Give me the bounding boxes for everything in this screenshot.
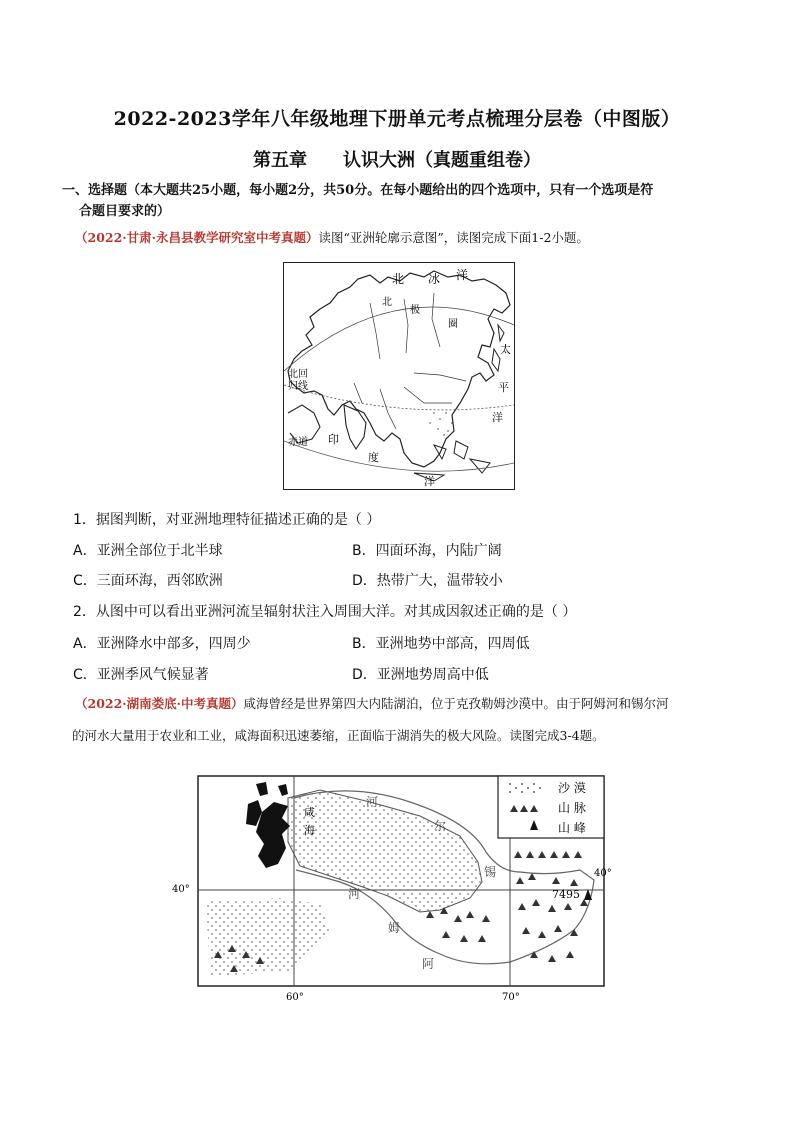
label-lon-70: 70° <box>502 992 520 1002</box>
asia-map-svg <box>284 263 514 489</box>
label-ice: 冰 <box>428 272 441 286</box>
legend-desert: 沙 漠 <box>558 781 586 795</box>
question-1-option-a: A．亚洲全部位于北半球 <box>73 543 223 559</box>
asia-outline-map <box>283 262 515 490</box>
question-2-option-c: C．亚洲季风气候显著 <box>73 667 209 683</box>
question-1-stem: 1．据图判断，对亚洲地理特征描述正确的是（ ） <box>73 512 381 528</box>
legend-peak: 山 峰 <box>558 821 586 835</box>
section-line-2: 合题目要求的） <box>79 204 171 219</box>
chapter-number: 第五章 <box>253 150 307 171</box>
label-ocean-pacific: 洋 <box>492 411 503 424</box>
section-instructions <box>62 180 742 222</box>
aral-sea-map <box>170 772 616 1002</box>
label-xi: 锡 <box>484 865 497 879</box>
label-he-1: 河 <box>366 795 379 809</box>
label-arctic-circle: 北 <box>382 297 392 308</box>
peak-elevation: 7495 <box>552 888 580 901</box>
label-equator: 赤道 <box>288 437 308 448</box>
section-line-1: 一、选择题（本大题共25小题，每小题2分，共50分。在每小题给出的四个选项中，只有一个选项是符 <box>62 183 654 198</box>
group1-intro <box>75 228 755 248</box>
label-yin: 印 <box>328 433 339 446</box>
label-hai: 海 <box>304 824 315 837</box>
question-2-stem: 2．从图中可以看出亚洲河流呈辐射状注入周围大洋。对其成因叙述正确的是（ ） <box>73 604 577 620</box>
label-ji: 极 <box>410 305 420 316</box>
label-ocean-indian: 洋 <box>424 475 435 488</box>
group2-text-1: 咸海曾经是世界第四大内陆湖泊，位于克孜勒姆沙漠中。由于阿姆河和锡尔河 <box>243 696 669 711</box>
question-1-option-c: C．三面环海，西邻欧洲 <box>73 573 223 589</box>
chapter-title: 认识大洲（真题重组卷） <box>343 150 541 171</box>
group1-source: （2022·甘肃·永昌县教学研究室中考真题） <box>75 230 319 245</box>
label-du: 度 <box>368 451 379 464</box>
label-tropic-1: 北回 <box>288 369 308 380</box>
label-he-2: 河 <box>348 887 361 901</box>
group2-source: （2022·湖南娄底·中考真题） <box>75 696 244 711</box>
label-lat-right: 40° <box>594 868 612 879</box>
group2-text-2: 的河水大量用于农业和工业，咸海面积迅速萎缩，正面临于湖消失的极大风险。读图完成3-4题。 <box>72 728 605 743</box>
chapter-heading <box>0 146 794 172</box>
label-ocean-arctic: 洋 <box>456 268 469 282</box>
label-er: 尔 <box>434 819 447 833</box>
label-xian: 咸 <box>304 806 315 819</box>
label-tropic-2: 归线 <box>288 381 308 392</box>
question-1-option-b: B．四面环海，内陆广阔 <box>352 543 502 559</box>
label-tai: 太 <box>500 343 511 356</box>
question-1-option-d: D．热带广大，温带较小 <box>352 573 503 589</box>
label-quan: 圈 <box>448 319 458 330</box>
group1-text: 读图“亚洲轮廓示意图”，读图完成下面1-2小题。 <box>318 230 589 245</box>
label-mu: 姆 <box>388 921 401 935</box>
legend-mountain-range: 山 脉 <box>558 801 586 815</box>
question-2-option-d: D．亚洲地势周高中低 <box>352 667 489 683</box>
label-lon-60: 60° <box>286 992 304 1002</box>
question-2-option-b: B．亚洲地势中部高，四周低 <box>352 636 530 652</box>
label-ping: 平 <box>498 381 509 394</box>
group2-intro <box>72 694 735 746</box>
page-title: 2022-2023学年八年级地理下册单元考点梳理分层卷（中图版） <box>113 108 681 130</box>
label-lat-left: 40° <box>172 884 190 895</box>
label-a: 阿 <box>422 957 435 971</box>
label-north: 北 <box>392 272 405 286</box>
question-2-option-a: A．亚洲降水中部多，四周少 <box>73 636 251 652</box>
aral-map-svg <box>170 772 616 1002</box>
